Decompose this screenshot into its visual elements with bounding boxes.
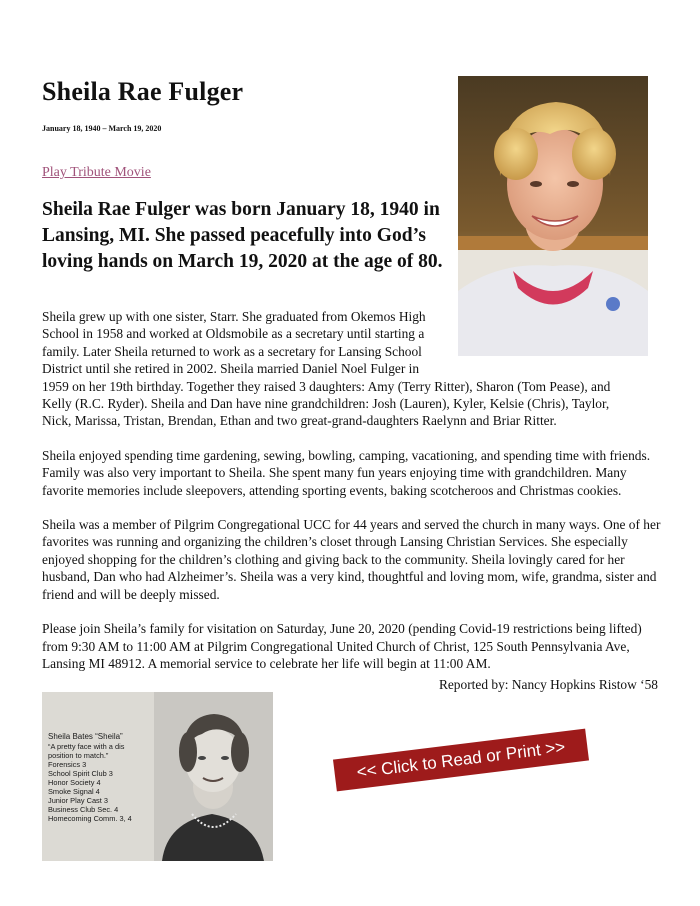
paragraph-family [42,308,662,430]
paragraph-line: Sheila grew up with one sister, Starr. She graduated from Okemos High [42,309,426,324]
yearbook-line: Junior Play Cast 3 [48,796,108,805]
paragraph-line: Nick, Marissa, Tristan, Brendan, Ethan and two great-grand-daughters Raelynn and Briar Ritter. [42,413,557,429]
yearbook-caption [48,732,158,823]
paragraph-hobbies: Sheila enjoyed spending time gardening, sewing, bowling, camping, vacationing, and spending time with friends. Family was also very important to Sheila. She spent many fun years enjoying time with grandchildren. Many favorite memories include sleepovers, attending sporting events, baking scotcheroos and Christmas cookies. [42,447,651,498]
yearbook-line: Honor Society 4 [48,778,101,787]
paragraph-line: District until she retired in 2002. Sheila married Daniel Noel Fulger in [42,361,420,377]
page-title: Sheila Rae Fulger [42,77,244,106]
obituary-body [42,308,662,689]
yearbook-line: Smoke Signal 4 [48,787,100,796]
yearbook-line: “A pretty face with a dis [48,742,125,751]
yearbook-photo [42,692,273,861]
paragraph-line: family. Later Sheila returned to work as a secretary for Lansing School [42,343,422,359]
yearbook-name: Sheila Bates “Sheila” [48,732,123,741]
yearbook-line: Forensics 3 [48,760,87,769]
yearbook-line: Business Club Sec. 4 [48,805,119,814]
paragraph-visitation: Please join Sheila’s family for visitation on Saturday, June 20, 2020 (pending Covid-19 restrictions being lifted) from 9:30 AM to 11:00 AM at Pilgrim Congregational United Church of Christ, 125 South Pennsylvania Ave, Lansing MI 48912. A memorial service to celebrate her life will begin at 11:00 AM. [42,621,642,671]
yearbook-line: position to match.” [48,751,109,760]
obituary-headline: Sheila Rae Fulger was born January 18, 1940 in Lansing, MI. She passed peacefully into God’s loving hands on March 19, 2020 at the age of 80. [42,199,443,272]
life-dates: January 18, 1940 – March 19, 2020 [42,124,162,133]
paragraph-church: Sheila was a member of Pilgrim Congregational UCC for 44 years and served the church in many ways. One of her favorites was running and organizing the children’s closet through Lansing Christian Services. She especially enjoyed shopping for the children’s clothing and giving back to the community. Sheila lovingly cared for her husband, Dan who had Alzheimer’s. Sheila was a very kind, thoughtful and loving mom, wife, grandma, sister and friend and will be deeply missed. [42,517,661,602]
reported-by: Reported by: Nancy Hopkins Ristow ‘58 [438,677,658,692]
click-to-read-button[interactable] [333,729,589,792]
paragraph-line: 1959 on her 19th birthday. Together they raised 3 daughters: Amy (Terry Ritter), Sharon (Tom Pease), and [42,378,611,394]
click-to-read-label: << Click to Read or Print >> [355,737,567,782]
paragraph-line: Kelly (R.C. Ryder). Sheila and Dan have nine grandchildren: Josh (Lauren), Kyler, Kelsie (Chris), Taylor, [42,396,610,412]
play-tribute-movie-link[interactable]: Play Tribute Movie [42,165,151,180]
yearbook-line: School Spirit Club 3 [48,769,113,778]
yearbook-line: Homecoming Comm. 3, 4 [48,814,132,823]
paragraph-line: School in 1958 and worked at Oldsmobile as a secretary until starting a [42,326,425,342]
